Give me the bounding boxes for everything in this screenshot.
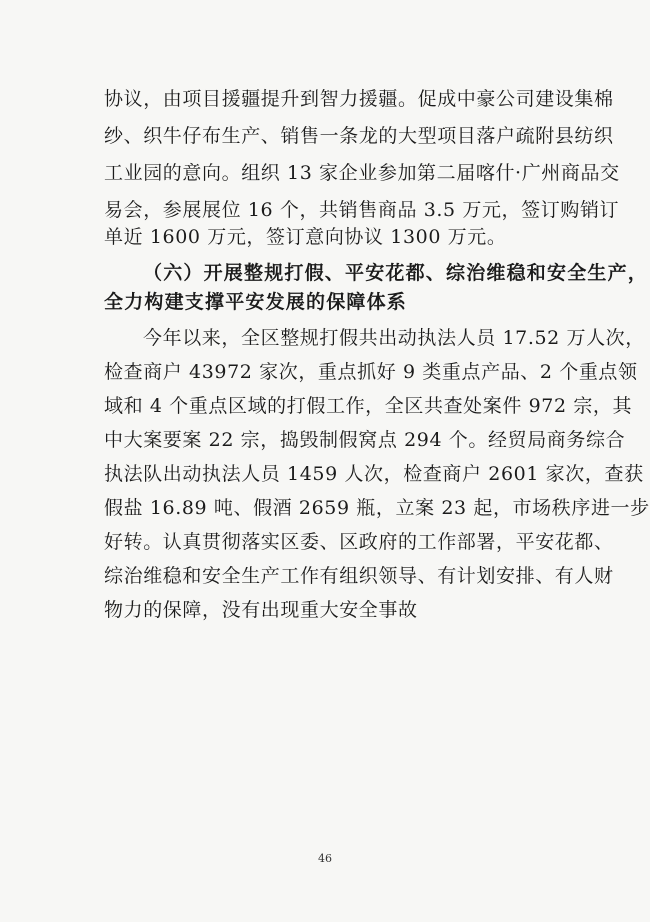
paragraph-line: 易会，参展展位 16 个，共销售商品 3.5 万元，签订购销订: [104, 199, 620, 221]
paragraph-line: 检查商户 43972 家次，重点抓好 9 类重点产品、2 个重点领: [104, 361, 638, 383]
paragraph-line: 物力的保障，没有出现重大安全事故: [104, 599, 418, 621]
paragraph-line: 单近 1600 万元，签订意向协议 1300 万元。: [104, 226, 507, 248]
paragraph-line: 假盐 16.89 吨、假酒 2659 瓶，立案 23 起，市场秩序进一步: [104, 497, 650, 519]
section-heading: 全力构建支撑平安发展的保障体系: [104, 291, 408, 313]
paragraph-line: 今年以来，全区整规打假共出动执法人员 17.52 万人次，: [143, 327, 645, 349]
paragraph-line: 执法队出动执法人员 1459 人次，检查商户 2601 家次，查获: [104, 463, 644, 485]
paragraph-line: 纱、织牛仔布生产、销售一条龙的大型项目落户疏附县纺织: [104, 125, 614, 147]
paragraph-line: 好转。认真贯彻落实区委、区政府的工作部署，平安花都、: [104, 531, 614, 553]
paragraph-line: 综治维稳和安全生产工作有组织领导、有计划安排、有人财: [104, 565, 614, 587]
section-heading: （六）开展整规打假、平安花都、综治维稳和安全生产，: [143, 262, 649, 284]
paragraph-line: 域和 4 个重点区域的打假工作，全区共查处案件 972 宗，其: [104, 395, 633, 417]
page-number: 46: [318, 852, 332, 865]
paragraph-line: 协议，由项目援疆提升到智力援疆。促成中豪公司建设集棉: [104, 88, 614, 110]
paragraph-line: 中大案要案 22 宗，捣毁制假窝点 294 个。经贸局商务综合: [104, 429, 626, 451]
paragraph-line: 工业园的意向。组织 13 家企业参加第二届喀什·广州商品交: [104, 162, 620, 184]
